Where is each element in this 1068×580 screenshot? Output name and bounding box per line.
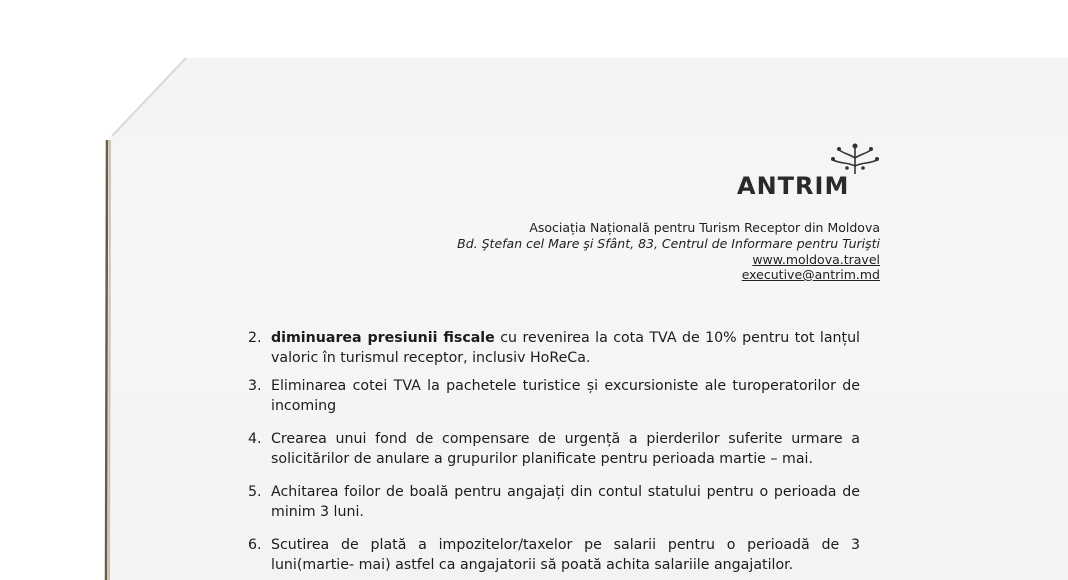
item-text: Scutirea de plată a impozitelor/taxelor pe salarii pentru o perioadă de 3 luni(martie- mai) astfel ca angajatorii să poată achita salariile angajatilor. — [271, 537, 860, 573]
measures-list — [248, 328, 860, 575]
list-item — [248, 429, 860, 469]
list-item — [248, 376, 860, 416]
organization-address: Bd. Ştefan cel Mare şi Sfânt, 83, Centrul de Informare pentru Turişti — [457, 236, 880, 251]
item-number: 2. — [248, 330, 262, 346]
item-number: 4. — [248, 431, 262, 447]
list-item — [248, 328, 860, 368]
item-text: Crearea unui fond de compensare de urgență a pierderilor suferite urmare a solicitărilor de anulare a grupurilor planificate pentru perioada martie – mai. — [271, 431, 860, 467]
logo-text: ANTRIM — [737, 172, 850, 200]
item-text: Eliminarea cotei TVA la pachetele turistice și excursioniste ale turoperatorilor de incoming — [271, 378, 860, 414]
item-number: 5. — [248, 484, 262, 500]
item-text — [271, 328, 860, 368]
item-number: 6. — [248, 537, 262, 553]
item-text: Achitarea foilor de boală pentru angajați din contul statului pentru o perioada de minim 3 luni. — [271, 484, 860, 520]
organization-name: Asociația Națională pentru Turism Receptor din Moldova — [529, 220, 880, 235]
list-item — [248, 535, 860, 575]
item-number: 3. — [248, 378, 262, 394]
item-bold-text: diminuarea presiunii fiscale — [271, 330, 495, 346]
list-item — [248, 482, 860, 522]
email-link[interactable]: executive@antrim.md — [741, 267, 880, 282]
item-body-text: cu revenirea la cota TVA de 10% pentru tot lanțul valoric în turismul receptor, inclusiv HoReCa. — [271, 330, 860, 366]
website-link[interactable]: www.moldova.travel — [752, 252, 880, 267]
